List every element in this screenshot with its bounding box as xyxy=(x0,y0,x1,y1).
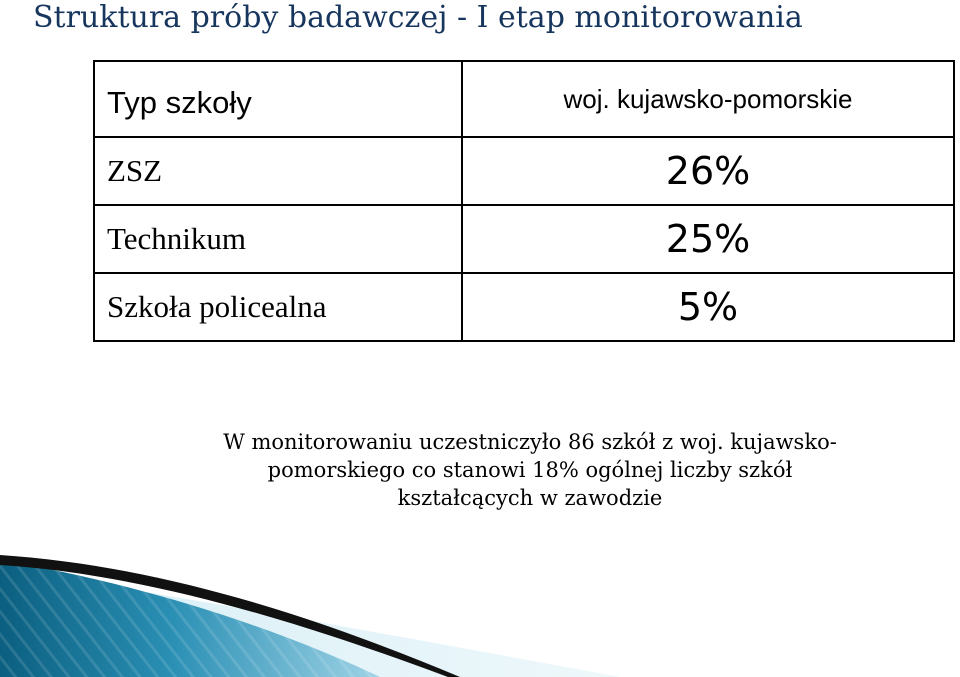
summary-note-line: pomorskiego co stanowi 18% ogólnej liczby szkół xyxy=(267,458,793,482)
percentage-cell: 26% xyxy=(462,137,954,205)
percentage-cell: 25% xyxy=(462,205,954,273)
percentage-cell: 5% xyxy=(462,273,954,341)
school-type-cell: Technikum xyxy=(94,205,462,273)
header-school-type: Typ szkoły xyxy=(94,61,462,137)
summary-note-line: kształcących w zawodzie xyxy=(397,486,663,510)
header-region: woj. kujawsko-pomorskie xyxy=(462,61,954,137)
summary-note-line: W monitorowaniu uczestniczyło 86 szkół z woj. kujawsko- xyxy=(223,430,837,454)
school-type-cell: ZSZ xyxy=(94,137,462,205)
school-type-cell: Szkoła policealna xyxy=(94,273,462,341)
slide-title: Struktura próby badawczej - I etap monitorowania xyxy=(33,0,803,35)
swoosh-blue-band-stripes xyxy=(0,560,380,677)
